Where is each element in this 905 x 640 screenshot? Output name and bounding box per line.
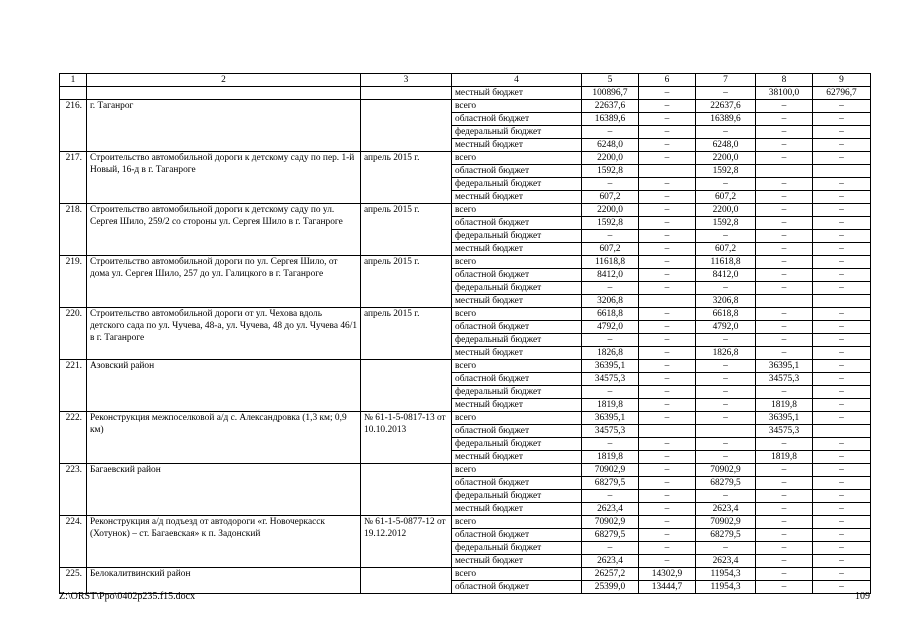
funding-source: федеральный бюджет <box>452 126 582 139</box>
amount-cell: – <box>813 321 871 334</box>
object-name: Белокалитвинский район <box>87 568 361 594</box>
funding-source: всего <box>452 256 582 269</box>
amount-cell: 6618,8 <box>696 308 756 321</box>
amount-cell <box>639 425 696 438</box>
amount-cell: – <box>756 347 813 360</box>
amount-cell: 6248,0 <box>582 139 639 152</box>
amount-cell: – <box>639 529 696 542</box>
column-header: 4 <box>452 74 582 87</box>
amount-cell: – <box>813 191 871 204</box>
amount-cell: – <box>813 178 871 191</box>
amount-cell: – <box>813 126 871 139</box>
amount-cell: – <box>696 87 756 100</box>
amount-cell: – <box>639 503 696 516</box>
amount-cell: – <box>813 529 871 542</box>
amount-cell: – <box>696 373 756 386</box>
funding-source: всего <box>452 360 582 373</box>
amount-cell: – <box>639 100 696 113</box>
table-row <box>60 87 871 100</box>
amount-cell: 11954,3 <box>696 568 756 581</box>
amount-cell: – <box>582 386 639 399</box>
amount-cell: – <box>756 386 813 399</box>
amount-cell: 36395,1 <box>756 360 813 373</box>
table-row <box>60 360 871 373</box>
amount-cell: – <box>813 373 871 386</box>
amount-cell: 8412,0 <box>696 269 756 282</box>
object-code: № 61-1-5-0877-12 от 19.12.2012 <box>361 516 452 568</box>
amount-cell: 70902,9 <box>582 516 639 529</box>
column-header: 9 <box>813 74 871 87</box>
object-name: Реконструкция а/д подъезд от автодороги «г. Новочеркасск (Хотунок) – ст. Багаевская» к п. Задонский <box>87 516 361 568</box>
funding-source: областной бюджет <box>452 425 582 438</box>
object-code <box>361 464 452 516</box>
amount-cell: – <box>756 152 813 165</box>
amount-cell: – <box>639 139 696 152</box>
amount-cell: – <box>582 178 639 191</box>
amount-cell: 34575,3 <box>582 425 639 438</box>
amount-cell: – <box>582 490 639 503</box>
table-body <box>60 74 871 594</box>
amount-cell: 2623,4 <box>582 503 639 516</box>
amount-cell: 62796,7 <box>813 87 871 100</box>
amount-cell: – <box>813 555 871 568</box>
funding-source: всего <box>452 100 582 113</box>
amount-cell: 1819,8 <box>756 399 813 412</box>
amount-cell: – <box>696 334 756 347</box>
amount-cell: 2200,0 <box>696 152 756 165</box>
amount-cell: – <box>582 230 639 243</box>
amount-cell: – <box>756 217 813 230</box>
row-number <box>60 87 87 100</box>
row-number: 223. <box>60 464 87 516</box>
amount-cell: 13444,7 <box>639 581 696 594</box>
amount-cell: – <box>756 503 813 516</box>
amount-cell: 16389,6 <box>582 113 639 126</box>
amount-cell: – <box>696 178 756 191</box>
amount-cell: – <box>756 334 813 347</box>
amount-cell: – <box>756 321 813 334</box>
amount-cell: – <box>639 438 696 451</box>
amount-cell: – <box>813 152 871 165</box>
amount-cell <box>696 425 756 438</box>
object-name: Строительство автомобильной дороги по ул. Сергея Шило, от дома ул. Сергея Шило, 257 до ул. Галицкого в г. Таганроге <box>87 256 361 308</box>
amount-cell: – <box>756 308 813 321</box>
amount-cell: – <box>756 581 813 594</box>
amount-cell: – <box>582 334 639 347</box>
amount-cell: 38100,0 <box>756 87 813 100</box>
table-row <box>60 308 871 321</box>
object-code: № 61-1-5-0817-13 от 10.10.2013 <box>361 412 452 464</box>
amount-cell: 3206,8 <box>696 295 756 308</box>
row-number: 217. <box>60 152 87 204</box>
amount-cell: – <box>696 490 756 503</box>
page-number: 109 <box>855 591 870 602</box>
funding-source: всего <box>452 464 582 477</box>
amount-cell: 2623,4 <box>696 503 756 516</box>
amount-cell: – <box>639 152 696 165</box>
amount-cell: – <box>756 100 813 113</box>
amount-cell: 607,2 <box>582 243 639 256</box>
amount-cell: 11618,8 <box>696 256 756 269</box>
amount-cell: 1819,8 <box>756 451 813 464</box>
amount-cell: – <box>582 126 639 139</box>
amount-cell: – <box>813 256 871 269</box>
amount-cell: – <box>756 516 813 529</box>
amount-cell: – <box>813 269 871 282</box>
amount-cell: 68279,5 <box>582 477 639 490</box>
amount-cell: – <box>756 139 813 152</box>
amount-cell: – <box>813 386 871 399</box>
amount-cell: 2200,0 <box>582 204 639 217</box>
amount-cell: – <box>813 516 871 529</box>
amount-cell: 11618,8 <box>582 256 639 269</box>
amount-cell: – <box>756 568 813 581</box>
column-header: 5 <box>582 74 639 87</box>
amount-cell: – <box>639 373 696 386</box>
amount-cell: – <box>696 438 756 451</box>
amount-cell: – <box>639 334 696 347</box>
funding-source: местный бюджет <box>452 503 582 516</box>
object-name: Азовский район <box>87 360 361 412</box>
funding-source: местный бюджет <box>452 295 582 308</box>
amount-cell: – <box>639 321 696 334</box>
amount-cell: – <box>582 282 639 295</box>
amount-cell: – <box>639 217 696 230</box>
amount-cell: – <box>756 464 813 477</box>
amount-cell: 25399,0 <box>582 581 639 594</box>
amount-cell: – <box>813 451 871 464</box>
object-code: апрель 2015 г. <box>361 152 452 204</box>
object-code: апрель 2015 г. <box>361 308 452 360</box>
amount-cell: 100896,7 <box>582 87 639 100</box>
funding-source: всего <box>452 204 582 217</box>
amount-cell: 1826,8 <box>696 347 756 360</box>
amount-cell: 1819,8 <box>582 399 639 412</box>
table-row <box>60 568 871 581</box>
amount-cell <box>639 295 696 308</box>
amount-cell: 1819,8 <box>582 451 639 464</box>
amount-cell: – <box>639 269 696 282</box>
amount-cell: 36395,1 <box>582 360 639 373</box>
amount-cell: – <box>639 477 696 490</box>
amount-cell: – <box>696 542 756 555</box>
object-code <box>361 87 452 100</box>
amount-cell: – <box>639 230 696 243</box>
funding-source: местный бюджет <box>452 191 582 204</box>
amount-cell: – <box>696 412 756 425</box>
amount-cell: – <box>639 490 696 503</box>
amount-cell: – <box>696 399 756 412</box>
amount-cell: – <box>639 87 696 100</box>
amount-cell: – <box>813 490 871 503</box>
funding-source: областной бюджет <box>452 321 582 334</box>
amount-cell: 607,2 <box>696 243 756 256</box>
amount-cell: – <box>813 334 871 347</box>
amount-cell <box>756 165 813 178</box>
amount-cell: – <box>639 386 696 399</box>
amount-cell: – <box>639 256 696 269</box>
row-number: 219. <box>60 256 87 308</box>
object-code: апрель 2015 г. <box>361 256 452 308</box>
amount-cell: 2200,0 <box>582 152 639 165</box>
amount-cell: – <box>639 243 696 256</box>
funding-source: федеральный бюджет <box>452 178 582 191</box>
amount-cell: – <box>639 412 696 425</box>
object-code: апрель 2015 г. <box>361 204 452 256</box>
amount-cell: 22637,6 <box>582 100 639 113</box>
column-header: 1 <box>60 74 87 87</box>
funding-source: областной бюджет <box>452 529 582 542</box>
funding-source: всего <box>452 152 582 165</box>
amount-cell: 36395,1 <box>756 412 813 425</box>
amount-cell: – <box>639 516 696 529</box>
amount-cell: 4792,0 <box>582 321 639 334</box>
amount-cell: 70902,9 <box>696 464 756 477</box>
amount-cell: – <box>696 360 756 373</box>
amount-cell: – <box>813 438 871 451</box>
object-name: Багаевский район <box>87 464 361 516</box>
amount-cell: – <box>756 113 813 126</box>
amount-cell: – <box>813 347 871 360</box>
funding-source: федеральный бюджет <box>452 386 582 399</box>
amount-cell: – <box>813 308 871 321</box>
funding-source: областной бюджет <box>452 581 582 594</box>
amount-cell: 6248,0 <box>696 139 756 152</box>
amount-cell: 607,2 <box>582 191 639 204</box>
object-code <box>361 360 452 412</box>
object-code <box>361 100 452 152</box>
row-number: 222. <box>60 412 87 464</box>
object-name: Строительство автомобильной дороги к детскому саду по ул. Сергея Шило, 259/2 со стороны ул. Сергея Шило в г. Таганроге <box>87 204 361 256</box>
amount-cell: – <box>639 360 696 373</box>
amount-cell: – <box>639 113 696 126</box>
amount-cell: – <box>756 555 813 568</box>
funding-source: федеральный бюджет <box>452 542 582 555</box>
funding-source: областной бюджет <box>452 269 582 282</box>
amount-cell: – <box>756 282 813 295</box>
amount-cell: 2623,4 <box>696 555 756 568</box>
table-row <box>60 204 871 217</box>
funding-source: федеральный бюджет <box>452 282 582 295</box>
amount-cell: – <box>813 412 871 425</box>
row-number: 220. <box>60 308 87 360</box>
funding-source: местный бюджет <box>452 451 582 464</box>
amount-cell: – <box>639 555 696 568</box>
amount-cell: – <box>756 438 813 451</box>
funding-source: областной бюджет <box>452 165 582 178</box>
amount-cell: – <box>813 477 871 490</box>
amount-cell <box>639 165 696 178</box>
funding-source: местный бюджет <box>452 555 582 568</box>
amount-cell: – <box>696 282 756 295</box>
amount-cell: – <box>813 503 871 516</box>
amount-cell: – <box>696 230 756 243</box>
amount-cell: 11954,3 <box>696 581 756 594</box>
amount-cell: 1592,8 <box>582 217 639 230</box>
row-number: 224. <box>60 516 87 568</box>
funding-source: местный бюджет <box>452 399 582 412</box>
amount-cell: 34575,3 <box>582 373 639 386</box>
row-number: 216. <box>60 100 87 152</box>
funding-source: всего <box>452 516 582 529</box>
amount-cell: – <box>813 464 871 477</box>
amount-cell: – <box>813 282 871 295</box>
object-name: Реконструкция межпоселковой а/д с. Александровка (1,3 км; 0,9 км) <box>87 412 361 464</box>
amount-cell: – <box>756 126 813 139</box>
amount-cell: – <box>813 360 871 373</box>
amount-cell <box>756 295 813 308</box>
amount-cell: 1826,8 <box>582 347 639 360</box>
amount-cell <box>813 295 871 308</box>
funding-source: областной бюджет <box>452 477 582 490</box>
amount-cell: – <box>639 282 696 295</box>
amount-cell: – <box>813 243 871 256</box>
amount-cell: – <box>639 126 696 139</box>
amount-cell: – <box>639 204 696 217</box>
amount-cell: – <box>756 256 813 269</box>
amount-cell: – <box>639 191 696 204</box>
table-row <box>60 464 871 477</box>
amount-cell: 26257,2 <box>582 568 639 581</box>
amount-cell: – <box>813 230 871 243</box>
amount-cell: 22637,6 <box>696 100 756 113</box>
column-header: 2 <box>87 74 361 87</box>
table-row <box>60 100 871 113</box>
amount-cell: 70902,9 <box>696 516 756 529</box>
row-number: 221. <box>60 360 87 412</box>
amount-cell: – <box>813 217 871 230</box>
amount-cell: 3206,8 <box>582 295 639 308</box>
amount-cell: – <box>696 386 756 399</box>
object-name: Строительство автомобильной дороги к детскому саду по пер. 1-й Новый, 16-д в г. Таганроге <box>87 152 361 204</box>
row-number: 218. <box>60 204 87 256</box>
funding-source: федеральный бюджет <box>452 438 582 451</box>
object-code <box>361 568 452 594</box>
amount-cell: – <box>756 204 813 217</box>
funding-source: всего <box>452 412 582 425</box>
amount-cell: 16389,6 <box>696 113 756 126</box>
amount-cell: 6618,8 <box>582 308 639 321</box>
column-header: 3 <box>361 74 452 87</box>
amount-cell: 34575,3 <box>756 425 813 438</box>
document-path: Z:\ORST\Ppo\0402p235.f15.docx <box>59 591 196 602</box>
object-name <box>87 87 361 100</box>
table-row <box>60 256 871 269</box>
amount-cell: – <box>639 308 696 321</box>
amount-cell: – <box>756 230 813 243</box>
amount-cell: – <box>813 204 871 217</box>
amount-cell: – <box>756 529 813 542</box>
amount-cell: – <box>756 243 813 256</box>
amount-cell: – <box>582 542 639 555</box>
amount-cell: – <box>582 438 639 451</box>
amount-cell: – <box>639 542 696 555</box>
funding-source: местный бюджет <box>452 139 582 152</box>
amount-cell: – <box>813 581 871 594</box>
amount-cell: – <box>756 490 813 503</box>
amount-cell: 8412,0 <box>582 269 639 282</box>
table-row <box>60 412 871 425</box>
amount-cell: – <box>639 399 696 412</box>
amount-cell: – <box>639 451 696 464</box>
amount-cell: – <box>813 399 871 412</box>
funding-source: местный бюджет <box>452 243 582 256</box>
amount-cell: – <box>756 191 813 204</box>
amount-cell: – <box>756 542 813 555</box>
amount-cell: – <box>756 269 813 282</box>
amount-cell: 2200,0 <box>696 204 756 217</box>
amount-cell: 14302,9 <box>639 568 696 581</box>
funding-source: местный бюджет <box>452 347 582 360</box>
funding-source: федеральный бюджет <box>452 490 582 503</box>
funding-source: областной бюджет <box>452 113 582 126</box>
object-name: Строительство автомобильной дороги от ул. Чехова вдоль детского сада по ул. Чучева, 48-а, ул. Чучева, 48 до ул. Чучева 46/1 в г. Таганроге <box>87 308 361 360</box>
amount-cell <box>813 425 871 438</box>
column-header: 7 <box>696 74 756 87</box>
amount-cell: – <box>813 139 871 152</box>
column-header: 6 <box>639 74 696 87</box>
budget-table <box>59 73 871 594</box>
funding-source: федеральный бюджет <box>452 334 582 347</box>
amount-cell: 607,2 <box>696 191 756 204</box>
funding-source: местный бюджет <box>452 87 582 100</box>
object-name: г. Таганрог <box>87 100 361 152</box>
amount-cell: – <box>639 347 696 360</box>
row-number: 225. <box>60 568 87 594</box>
amount-cell: 70902,9 <box>582 464 639 477</box>
amount-cell: 1592,8 <box>582 165 639 178</box>
amount-cell: – <box>756 477 813 490</box>
funding-source: областной бюджет <box>452 217 582 230</box>
amount-cell: 1592,8 <box>696 217 756 230</box>
amount-cell: 68279,5 <box>582 529 639 542</box>
amount-cell: – <box>696 126 756 139</box>
funding-source: всего <box>452 568 582 581</box>
table-row <box>60 516 871 529</box>
amount-cell: – <box>639 178 696 191</box>
amount-cell: – <box>813 113 871 126</box>
funding-source: федеральный бюджет <box>452 230 582 243</box>
column-header: 8 <box>756 74 813 87</box>
amount-cell: – <box>813 568 871 581</box>
amount-cell: – <box>813 100 871 113</box>
amount-cell: – <box>639 464 696 477</box>
amount-cell <box>813 165 871 178</box>
amount-cell: 36395,1 <box>582 412 639 425</box>
funding-source: всего <box>452 308 582 321</box>
amount-cell: – <box>756 178 813 191</box>
amount-cell: 34575,3 <box>756 373 813 386</box>
amount-cell: – <box>696 451 756 464</box>
funding-source: областной бюджет <box>452 373 582 386</box>
amount-cell: 2623,4 <box>582 555 639 568</box>
table-row <box>60 152 871 165</box>
amount-cell: 68279,5 <box>696 477 756 490</box>
amount-cell: 4792,0 <box>696 321 756 334</box>
amount-cell: – <box>813 542 871 555</box>
amount-cell: 68279,5 <box>696 529 756 542</box>
header-row <box>60 74 871 87</box>
amount-cell: 1592,8 <box>696 165 756 178</box>
